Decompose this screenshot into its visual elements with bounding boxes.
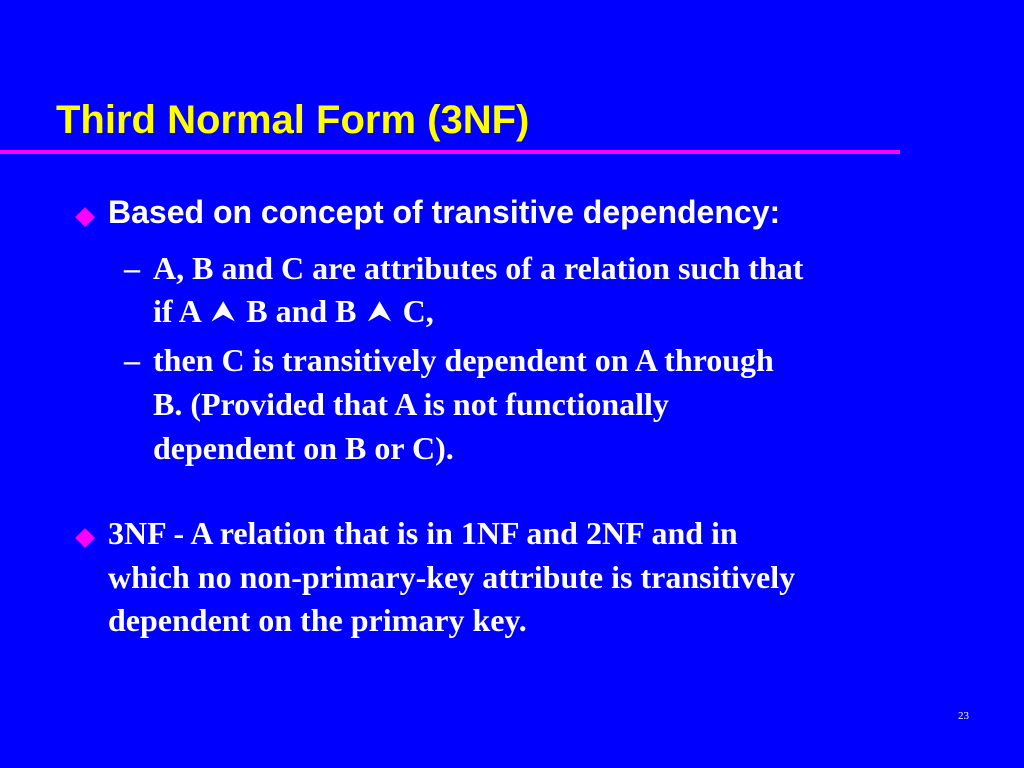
wedge-arrow-icon: ⮝: [212, 297, 235, 326]
sub-bullet-dash: –: [124, 342, 140, 378]
diamond-bullet-icon: [75, 207, 95, 227]
bullet-2-line-3: dependent on the primary key.: [108, 602, 527, 638]
diamond-bullet-icon: [75, 528, 95, 548]
sub-bullet-2-line-3: dependent on B or C).: [153, 430, 454, 466]
sub-bullet-2-line-1: then C is transitively dependent on A through: [153, 342, 774, 378]
expr-part-c: C,: [402, 293, 434, 329]
bullet-1-text: Based on concept of transitive dependency:: [108, 194, 781, 230]
bullet-2-line-1: 3NF - A relation that is in 1NF and 2NF and in: [108, 515, 738, 551]
wedge-arrow-icon: ⮝: [368, 297, 391, 326]
sub-bullet-2-line-2: B. (Provided that A is not functionally: [153, 386, 669, 422]
bullet-2-line-2: which no non-primary-key attribute is transitively: [108, 559, 796, 595]
expr-part-b: B and B: [246, 293, 357, 329]
sub-bullet-1-line-2: [153, 290, 434, 333]
page-number: 23: [958, 710, 969, 722]
expr-part-a: if A: [153, 293, 201, 329]
sub-bullet-1-line-1: A, B and C are attributes of a relation such that: [153, 250, 804, 286]
title-underline: [0, 150, 900, 154]
sub-bullet-dash: –: [124, 250, 140, 286]
slide-title: Third Normal Form (3NF): [56, 98, 530, 142]
